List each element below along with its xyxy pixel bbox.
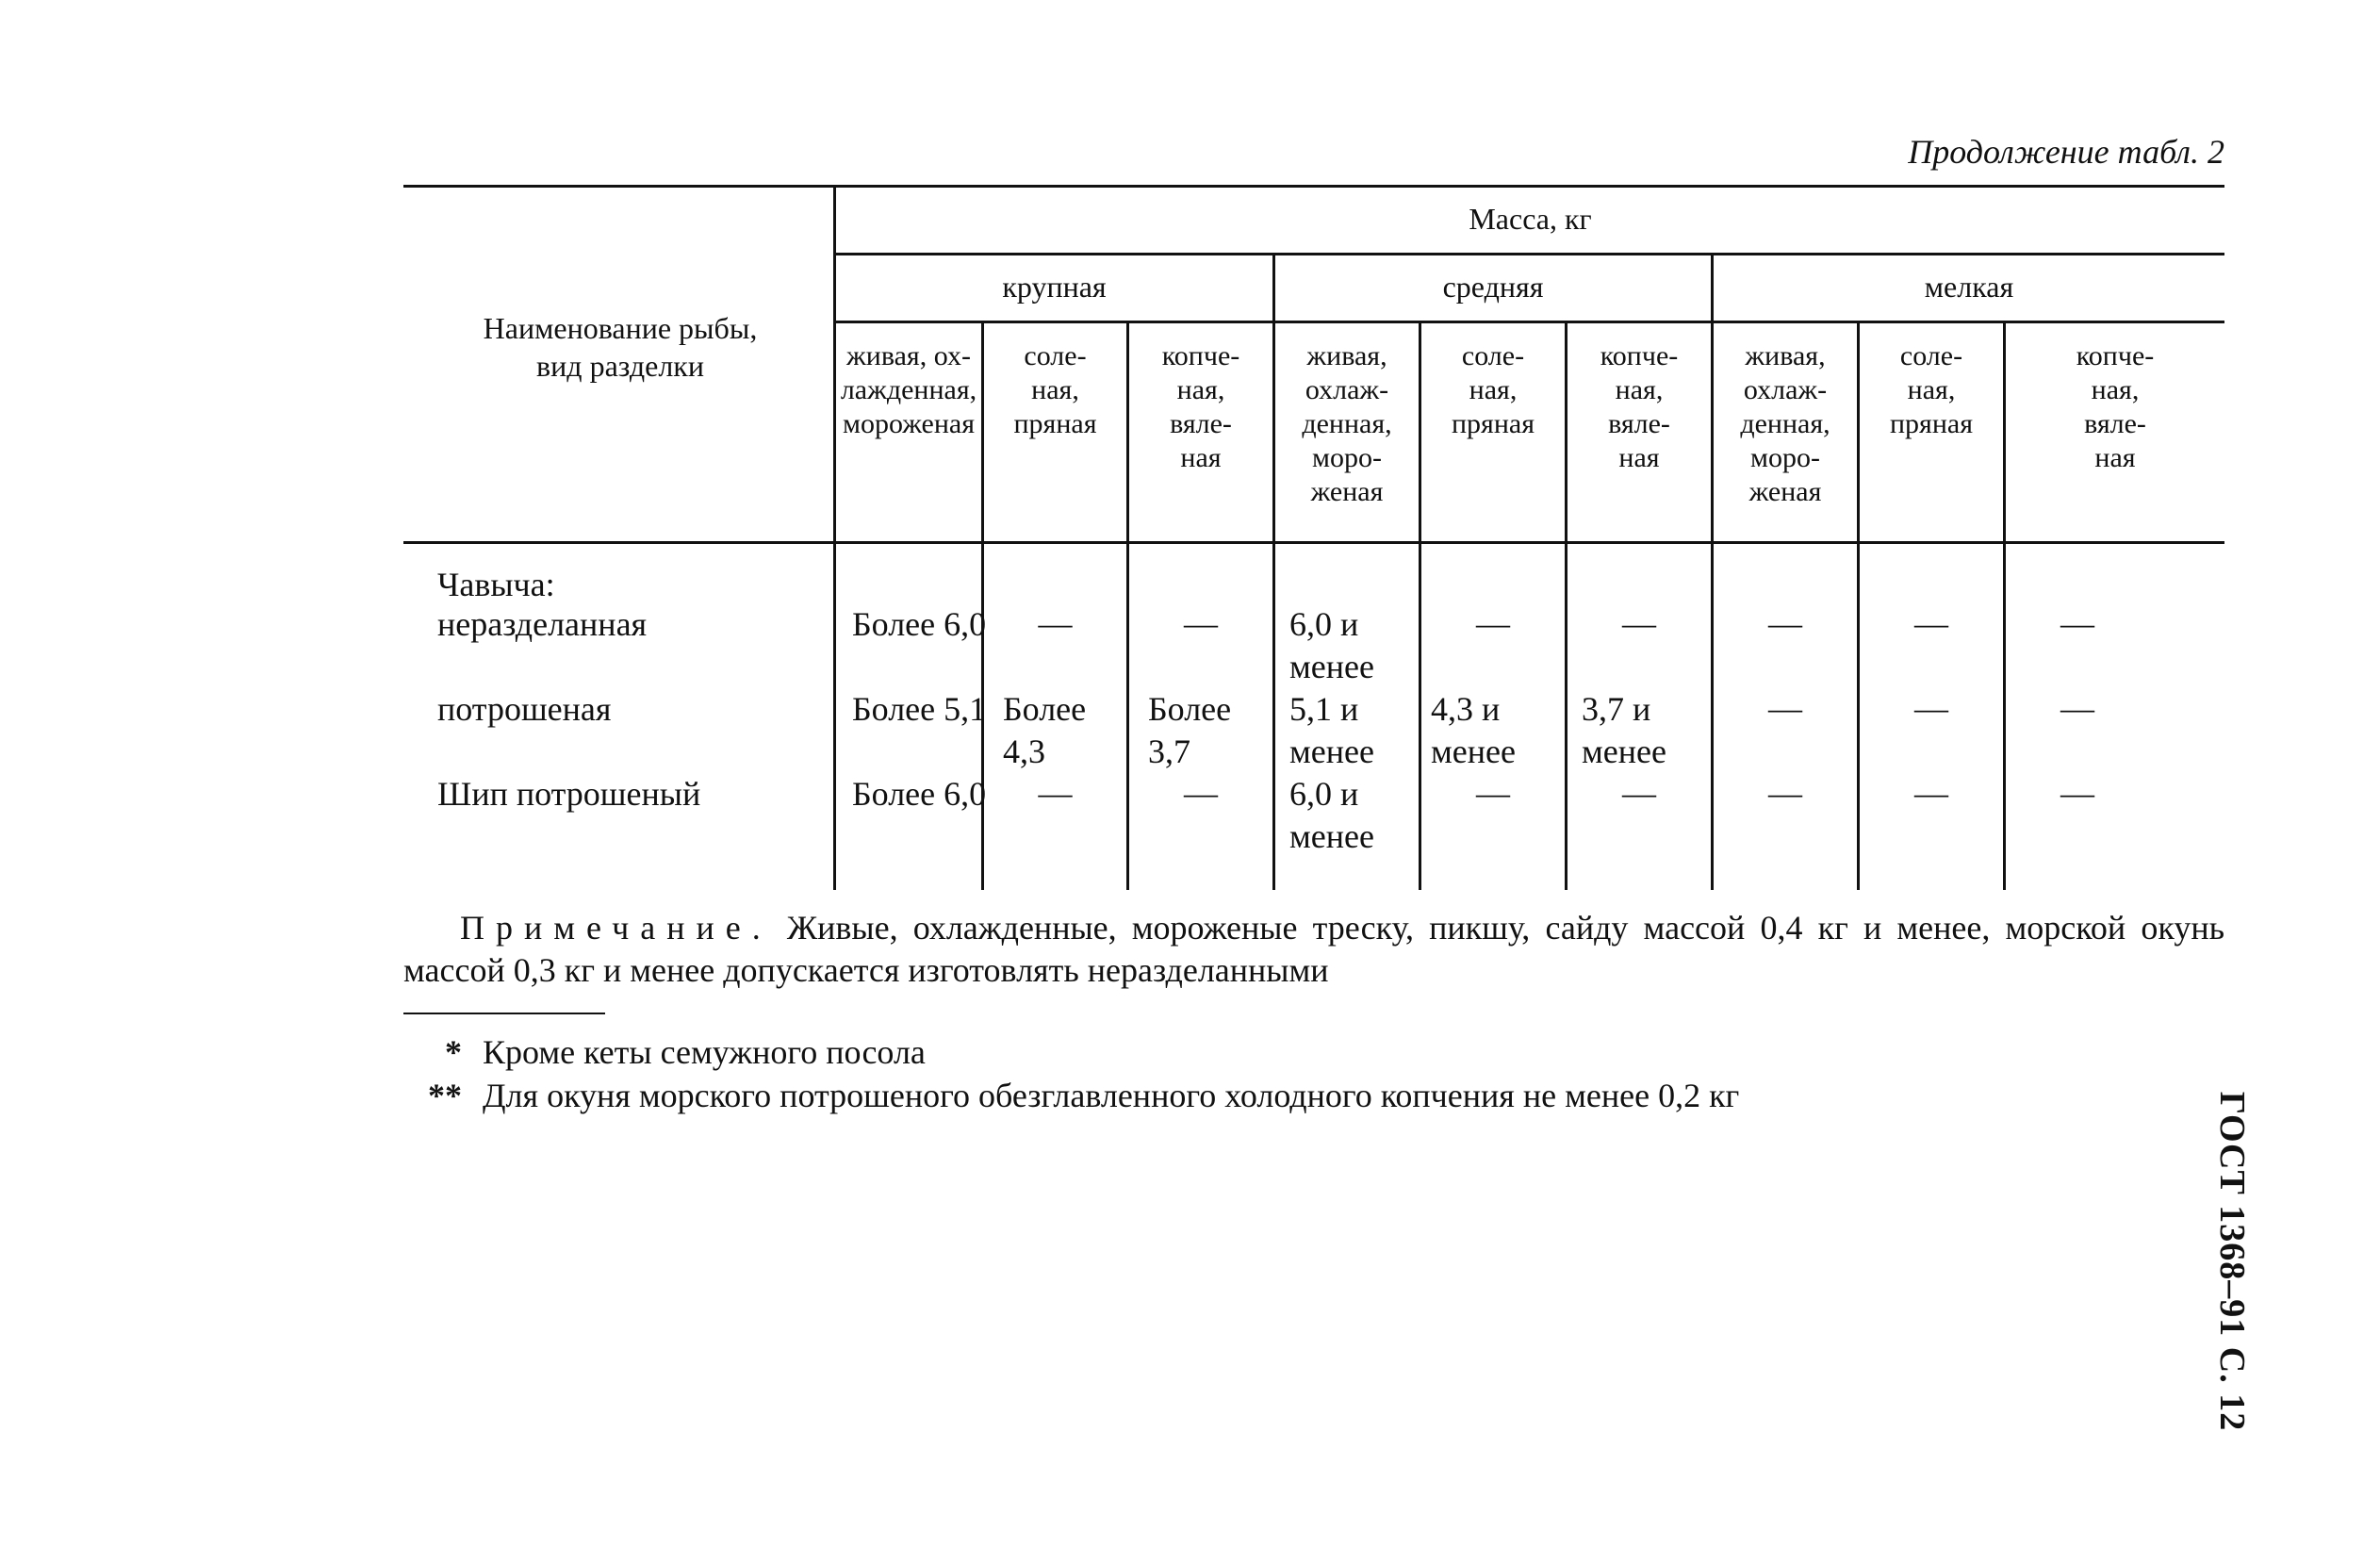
row1-name: неразделанная <box>437 605 648 643</box>
row3-medium-smoked: — <box>1622 774 1656 812</box>
row3-small-smoked: — <box>2060 774 2094 812</box>
row2-medium-smoked-line1: 3,7 и <box>1582 690 1651 728</box>
footnote-1 <box>403 1031 926 1074</box>
table-top-rule <box>403 185 2224 188</box>
fish-species-label: Чавычa: <box>437 566 555 603</box>
footnote-2-text: Для окуня морского потрошеного обезглавленного холодного копчения не менее 0,2 кг <box>483 1077 1740 1114</box>
row2-medium-fresh-line1: 5,1 и <box>1289 690 1359 728</box>
row2-small-salted: — <box>1914 689 1948 727</box>
footnote-1-text: Кроме кеты семужного посола <box>483 1033 926 1071</box>
footnote-1-mark: * <box>445 1033 462 1071</box>
row3-name: Шип потрошеный <box>437 775 701 813</box>
subheader-medium-smoked: копче- ная, вяле- ная <box>1600 340 1679 473</box>
mass-header-rule <box>833 253 2224 255</box>
footnote-2 <box>403 1075 1739 1117</box>
row2-large-salted-line1: Более <box>1003 690 1087 728</box>
row1-small-salted: — <box>1914 604 1948 642</box>
subheader-large-smoked: копче- ная, вяле- ная <box>1161 340 1240 473</box>
row2-large-smoked-line1: Более <box>1148 690 1232 728</box>
subheader-medium-salted: соле- ная, пряная <box>1451 340 1535 439</box>
row2-medium-salted-line1: 4,3 и <box>1431 690 1501 728</box>
header-group-small: мелкая <box>1924 270 2014 304</box>
row3-large-fresh: Более 6,0 <box>852 775 987 813</box>
fish-mass-table <box>403 185 2224 890</box>
row1-medium-fresh-line2: менее <box>1289 648 1374 685</box>
row3-small-salted: — <box>1914 774 1948 812</box>
table-continuation-caption: Продолжение табл. 2 <box>1908 133 2224 171</box>
subheader-large-salted: соле- ная, пряная <box>1013 340 1097 439</box>
row1-medium-fresh-line1: 6,0 и <box>1289 605 1359 643</box>
row3-large-smoked: — <box>1184 774 1218 812</box>
row2-large-salted-line2: 4,3 <box>1003 733 1045 770</box>
row1-medium-smoked: — <box>1622 604 1656 642</box>
row1-medium-salted: — <box>1476 604 1510 642</box>
row2-medium-smoked-line2: менее <box>1582 733 1666 770</box>
row2-large-fresh: Более 5,1 <box>852 690 987 728</box>
header-bottom-rule <box>403 541 2224 544</box>
subheader-small-smoked: копче- ная, вяле- ная <box>2076 340 2155 473</box>
gost-page-label: ГОСТ 1368–91 С. 12 <box>2212 1091 2252 1432</box>
row1-large-fresh: Более 6,0 <box>852 605 987 643</box>
row2-small-smoked: — <box>2060 689 2094 727</box>
row1-small-smoked: — <box>2060 604 2094 642</box>
row3-medium-fresh-line1: 6,0 и <box>1289 775 1359 813</box>
row3-small-fresh: — <box>1768 774 1802 812</box>
header-fish-name: Наименование рыбы, вид разделки <box>483 311 758 383</box>
subheader-small-fresh: живая, охлаж- денная, моро- женая <box>1740 340 1830 507</box>
row2-small-fresh: — <box>1768 689 1802 727</box>
header-mass: Масса, кг <box>1469 202 1592 236</box>
row2-medium-salted-line2: менее <box>1431 733 1516 770</box>
row2-medium-fresh-line2: менее <box>1289 733 1374 770</box>
header-group-large: крупная <box>1002 270 1107 304</box>
row3-medium-fresh-line2: менее <box>1289 817 1374 855</box>
subheader-medium-fresh: живая, охлаж- денная, моро- женая <box>1302 340 1392 507</box>
note-text: Живые, охлажденные, мороженые треску, пикшу, сайду массой 0,4 кг и менее, морской окунь массой 0,3 кг и менее допускается изготовлять неразделанными <box>403 909 2225 989</box>
footnote-2-mark: ** <box>428 1077 462 1114</box>
note-label: Примечание. <box>460 909 772 947</box>
header-group-medium: средняя <box>1442 270 1544 304</box>
subheader-large-fresh: живая, ох- лажденная, мороженая <box>840 340 977 439</box>
row1-large-smoked: — <box>1184 604 1218 642</box>
row1-small-fresh: — <box>1768 604 1802 642</box>
row3-medium-salted: — <box>1476 774 1510 812</box>
row2-large-smoked-line2: 3,7 <box>1148 733 1190 770</box>
subheader-small-salted: соле- ная, пряная <box>1889 340 1974 439</box>
group-header-rule <box>833 321 2224 323</box>
row2-name: потрошеная <box>437 690 612 728</box>
row1-large-salted: — <box>1038 604 1073 642</box>
footnote-rule <box>403 1013 605 1014</box>
row3-large-salted: — <box>1038 774 1073 812</box>
table-note <box>403 907 2224 992</box>
document-side-label <box>2204 1063 2260 1459</box>
